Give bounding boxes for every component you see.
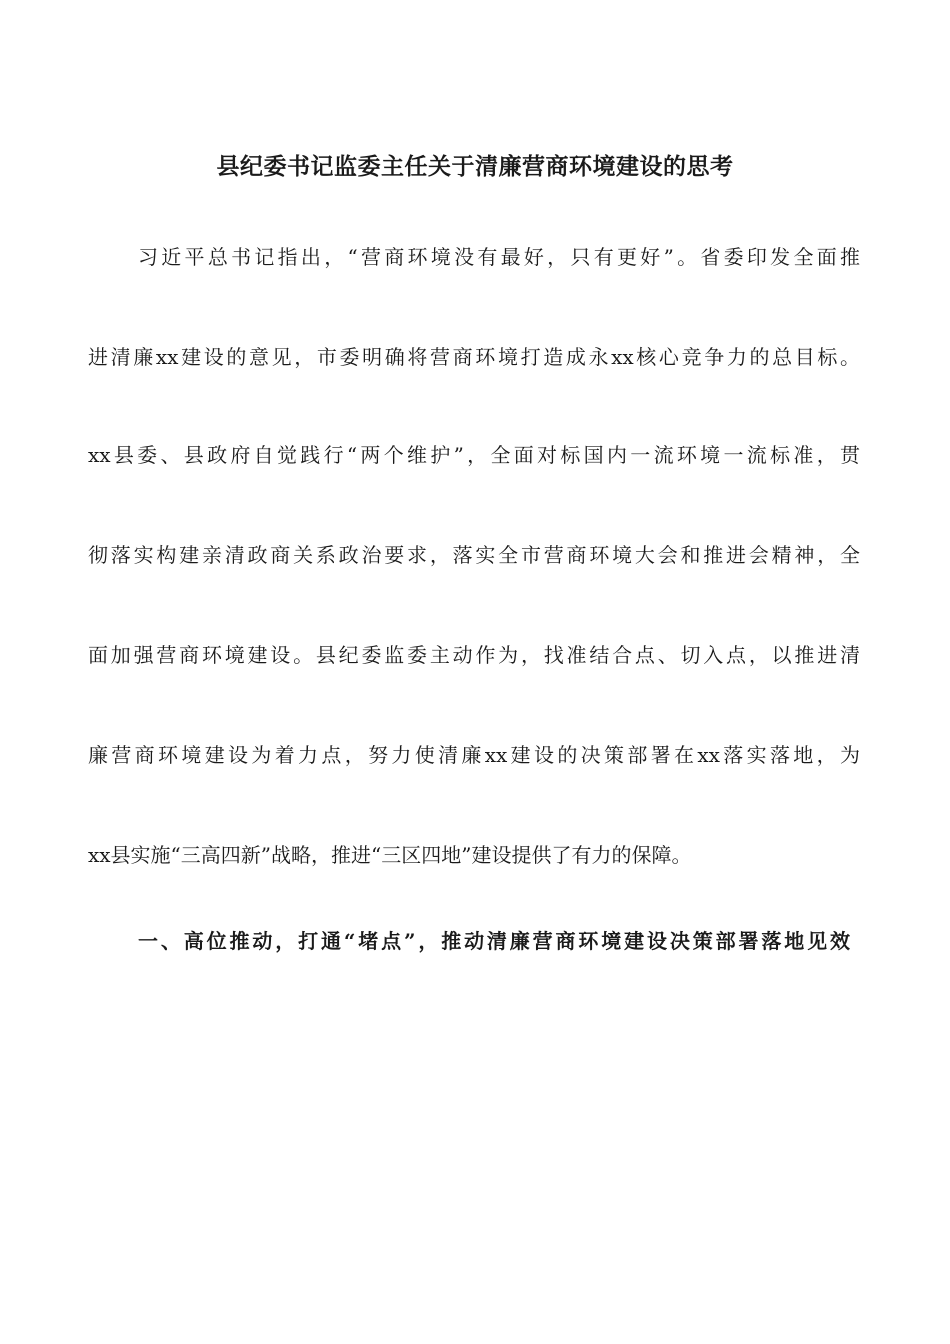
paragraph-line: 廉营商环境建设为着力点，努力使清廉xx建设的决策部署在xx落实落地，为 [88,743,860,767]
paragraph-line: 习近平总书记指出，“营商环境没有最好，只有更好”。省委印发全面推 [138,245,860,269]
section-heading: 一、高位推动，打通“堵点”，推动清廉营商环境建设决策部署落地见效 [138,929,850,953]
paragraph-line: xx县实施“三高四新”战略，推进“三区四地”建设提供了有力的保障。 [88,843,692,867]
paragraph-line: xx县委、县政府自觉践行“两个维护”，全面对标国内一流环境一流标准，贯 [88,443,860,467]
paragraph-line: 进清廉xx建设的意见，市委明确将营商环境打造成永xx核心竞争力的总目标。 [88,345,860,369]
paragraph-line: 面加强营商环境建设。县纪委监委主动作为，找准结合点、切入点，以推进清 [88,643,860,667]
paragraph-line: 彻落实构建亲清政商关系政治要求，落实全市营商环境大会和推进会精神，全 [88,543,860,567]
document-title: 县纪委书记监委主任关于清廉营商环境建设的思考 [216,153,734,180]
